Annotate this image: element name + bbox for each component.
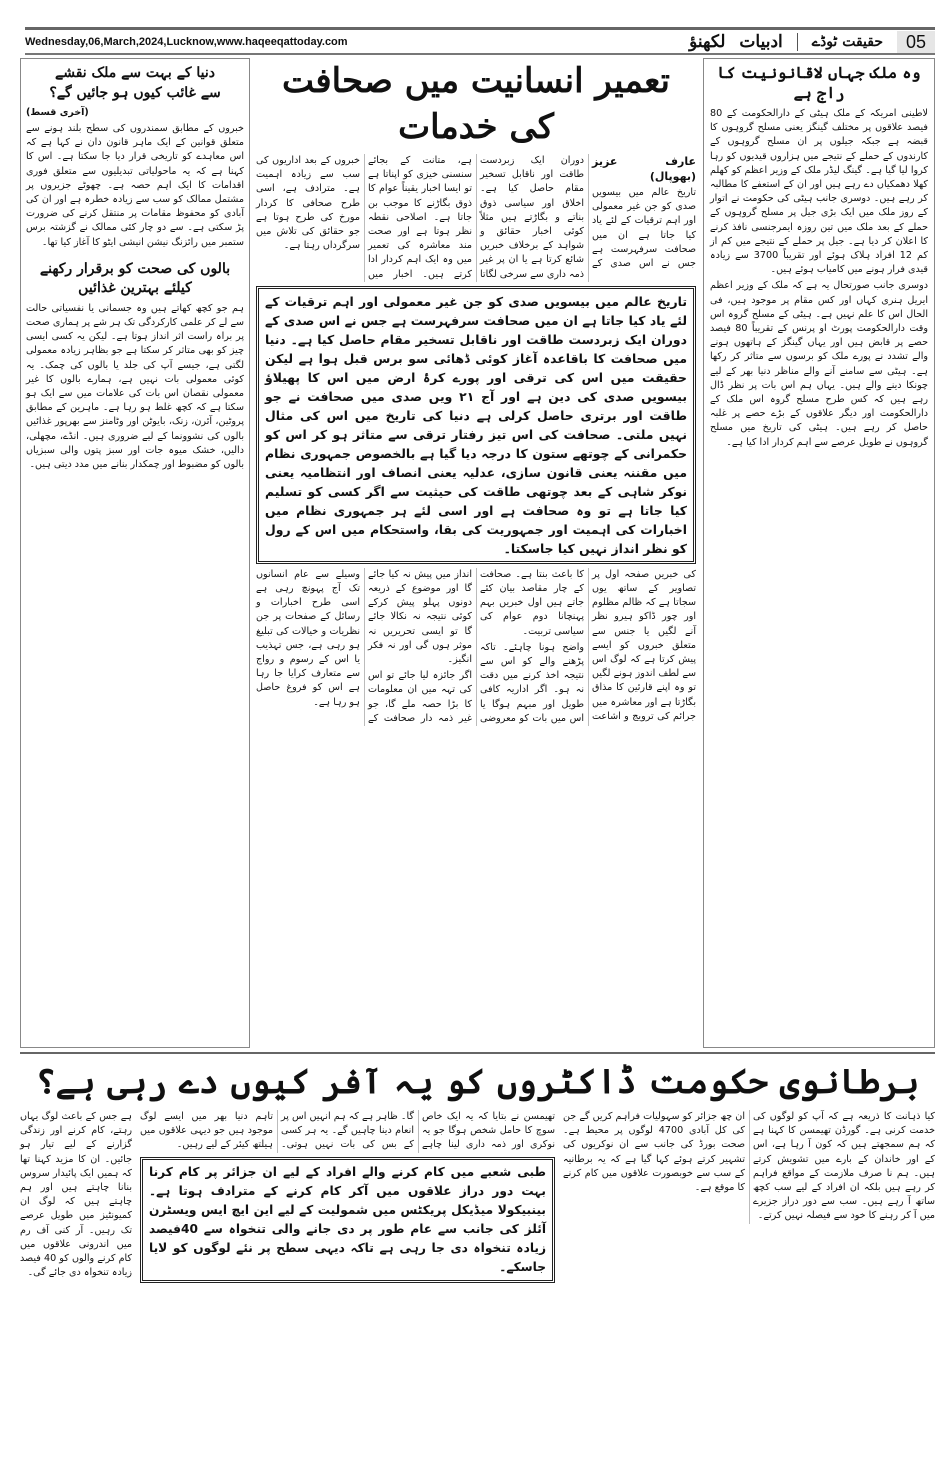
paragraph: کیا ذہانت کا ذریعہ ہے کہ آپ کو لوگوں کی خدمت کرنی ہے۔ گورڈن تھیمسن کا کہنا ہے کہ ہم سمجھتے ہیں کہ کون آ رہا ہے، اس کے اور خاندان کے بارے میں تشویش کرتے ہیں۔ ہم نا صرف ملازمت کے مواقع فراہم کر رہے ہیں بلکہ ان افراد کے لیے سب کچھ ساتھ آ رہے ہیں۔ سب سے دور دراز جزیرے میں آ کر رہنے کا خود سے فیصلہ نہیں کرتے۔ (753, 1111, 935, 1222)
hair-article-body: ہم جو کچھ کھاتے ہیں وہ جسمانی یا نفسیاتی حالت سے لے کر علمی کارکردگی تک ہر شے پر ہماری صحت پر براہ راست اثر انداز ہوتا ہے۔ لیکن یہ کسی ایسی چیز کو بھی متاثر کر سکتا ہے جو بظاہر زیادہ معمولی لگتی ہے، جیسے آپ کی جلد یا بالوں کی چمک۔ یہ کوئی معمولی بات نہیں ہے، ہمارے بالوں کا غیر معمولی نقصان اس بات کی علامات میں سے ایک ہو سکتا ہے کہ کچھ غلط ہو رہا ہے۔ ماہرین کے مطابق پروٹین، آئرن، زنک، بایوٹن اور وٹامنز سے بھرپور غذائیں بالوں کی نشوونما کے لیے ضروری ہیں۔ انڈے، مچھلی، دالیں، خشک میوہ جات اور سبز پتوں والی سبزیاں بالوں کو مضبوط اور چمکدار بنانے میں مدد دیتی ہیں۔ (26, 302, 244, 471)
bottom-article (20, 1052, 935, 1283)
paragraph: واضح ہونا چاہئے۔ تاکہ پڑھنے والے کو اس سے نتیجہ اخذ کرنے میں دقت نہ ہو۔ اگر اداریہ کافی طویل اور مبہم ہوگا یا اس میں بات کو معروضی انداز میں پیش نہ کیا جائے گا اور موضوع کے ذریعہ دونوں پہلو پیش کرکے کوئی نتیجہ نہ نکالا جائے گا تو ایسی تحریریں نہ موثر ہوں گی اور نہ فکر انگیز۔ (368, 568, 584, 724)
headline-line: دنیا کے بہت سے ملک نقشے (55, 65, 215, 81)
paragraph: تھیمسن نے بتایا کہ یہ ایک خاص سوچ کا حامل شخص ہوگا جو یہ نوکری اور ذمہ داری لینا چاہے گا۔ ظاہر ہے کہ ہم انہیں اس پر انعام دینا چاہیں گے۔ یہ ہر کسی کے بس کی بات نہیں ہوتی۔ تاہم دنیا بھر میں ایسے لوگ موجود ہیں جو دیہی علاقوں میں ہیلتھ کیئر کے لیے رہیں۔ (140, 1111, 555, 1151)
installment-label: (آخری قسط) (26, 107, 89, 118)
header-separator (797, 33, 798, 51)
paragraph: ان چھ جزائر کو سہولیات فراہم کریں گے جن کی کل آبادی 4700 لوگوں پر محیط ہے۔ صحت بورڈ کی جانب سے ان نوکریوں کی تشہیر کرتے ہوئے کہا گیا ہے کہ یہ برطانیہ کے سب سے خوبصورت علاقوں میں کام کرنے کا موقع ہے۔ (563, 1111, 745, 1194)
bottom-article-body-right (563, 1110, 935, 1224)
section-label: ادبیات (739, 31, 783, 52)
byline: عارف عزیز (بھوپال) (592, 155, 696, 183)
center-article (256, 58, 696, 1048)
bottom-article-headline: برطانوی حکومت ڈاکٹروں کو یہ آفر کیوں دے رہی ہے؟ (35, 1062, 920, 1102)
center-article-body-top (256, 154, 696, 282)
bottom-article-middle (140, 1110, 555, 1283)
paragraph: لاطینی امریکہ کے ملک ہیٹی کے دارالحکومت کے 80 فیصد علاقوں پر مختلف گینگز یعنی مسلح گروہوں کا قبضہ ہے جبکہ جیلوں پر ان مسلح گروہوں کے کارندوں کے حملے کے نتیجے میں ہزاروں قیدیوں کو رہا کروا لیا گیا ہے۔ گینگ لیڈر ملک کے وزیر اعظم کو کھلم کھلا دھمکیاں دے رہے ہیں اور ان کے استعفے کا مطالبہ کر رہے ہیں۔ دوسری جانب ہیٹی کی حکومت نے اتوار کے روز ملک میں ایک بڑی جیل پر مسلح گروہوں کے حملے کے بعد ملک میں تین روزہ ایمرجنسی نافذ کرنے کا اعلان کر دیا ہے۔ جیل پر حملے کے نتیجے میں کم از کم 12 افراد ہلاک ہوئے اور تقریباً 3700 سے زیادہ قیدی فرار ہونے میں کامیاب ہوئے ہیں۔ (710, 108, 928, 276)
city-label: لکھنؤ (689, 31, 726, 52)
headline-line: سے غائب کیوں ہو جائیں گے؟ (49, 85, 221, 101)
page-number: 05 (897, 31, 935, 53)
bottom-article-columns (20, 1110, 935, 1283)
paragraph: کی خبریں صفحہ اول پر تصاویر کے ساتھ یوں سجاتا ہے کہ ظالم مظلوم اور چور ڈاکو ہیرو نظر آنے لگیں یا جنس سے متعلق خبروں کو ایسے پیش کرتا ہے کہ لوگ اس سے لطف اندوز ہونے لگیں تو وہ اپنے قارئین کا مذاق بگاڑتا ہے اور معاشرہ میں جرائم کی ترویج و اشاعت کا باعث بنتا ہے۔ صحافت کے چار مقاصد بیان کئے جاتے ہیں اول خبریں بہم پہنچانا دوم عوام کی سیاسی تربیت۔ (480, 568, 696, 722)
left-article (20, 58, 250, 1048)
center-article-body-bottom (256, 568, 696, 726)
right-article (703, 58, 935, 1048)
center-highlight-box: تاریخ عالم میں بیسویں صدی کو جن غیر معمولی اور اہم ترقیات کے لئے یاد کیا جاتا ہے ان میں صحافت سرفہرست ہے جس نے اس صدی کے دوران ایک زبردست طاقت اور ناقابل تسخیر مقام حاصل کیا ہے۔ دنیا میں صحافت کا باقاعدہ آغاز کوئی ڈھائی سو برس قبل ہوا ہے لیکن حقیقت میں اس کی ترقی اور پورے کرۂ ارض میں اس کا پھیلاؤ بیسویں صدی کی دین ہے اور آج ۲۱ ویں صدی میں صحافت نے جو طاقت اور برتری حاصل کرلی ہے دنیا کی تاریخ میں اس کی مثال نہیں ملتی۔ صحافت کی اس تیز رفتار ترقی سے متاثر ہو کر اس کو حکمرانی کے چوتھے ستون کا درجہ دیا گیا ہے بالخصوص جمہوری نظام میں مقننہ یعنی قانون سازی، عدلیہ یعنی انصاف اور انتظامیہ یعنی نوکر شاہی کے بعد چوتھی طاقت کی حیثیت سے اگر کسی کو تسلیم کیا جاتا ہے تو وہ صحافت ہے اور اسی لئے ہر جمہوری نظام میں اخبارات کی اہمیت اور جمہوریت کی بقا، واستحکام میں اس کے رول کو نظر انداز نہیں کیا جاسکتا۔ (256, 286, 696, 564)
left-article-headline (26, 63, 244, 103)
right-article-body (710, 107, 928, 452)
paragraph: اگر جائزہ لیا جائے تو اس کی تہہ میں ان معلومات کا بڑا حصہ ملے گا، جو غیر ذمہ دار صحافت کے وسیلے سے عام انسانوں تک آج پہونچ رہی ہے اسی طرح اخبارات و رسائل کے صفحات پر جن نظریات و خیالات کی تبلیغ ہو رہی ہے، جس تہذیب یا اس کے رسوم و رواج سے متعارف کرایا جا رہا ہے اس کو فروغ حاصل ہو رہا ہے۔ (256, 568, 472, 724)
paragraph: تاریخ عالم میں بیسویں صدی کو جن غیر معمولی اور اہم ترقیات کے لئے یاد کیا جاتا ہے ان میں صحافت سرفہرست ہے جس نے اس صدی کے دوران ایک زبردست طاقت اور ناقابل تسخیر مقام حاصل کیا ہے۔ اخلاق اور سیاسی ذوق بناتے و بگاڑتے ہیں مثلاً کوئی اخبار حقائق و شواہد کے برخلاف خبریں شائع کرتا ہے یا ان پر غیر ذمہ داری سے سرخی لگاتا ہے، متانت کے بجائے سنسنی خیزی کو اپناتا ہے تو ایسا اخبار یقیناً عوام کا ذوق بگاڑنے کا موجب بن جاتا ہے۔ اصلاحی نقطہ نظر ہوتا ہے اور صحت مند معاشرہ کی تعمیر میں وہ ایک اہم کردار ادا کرتے ہیں۔ اخبار میں خبروں کے بعد اداریوں کی سب سے زیادہ اہمیت ہے۔ مترادف ہے، اسی طرح صحافی کا کردار مورخ کی طرح ہوتا ہے جو حقائق کی تلاش میں سرگرداں رہتا ہے۔ (256, 155, 696, 280)
paragraph: ہے جس کے باعث لوگ یہاں رہتے، کام کرنے اور زندگی گزارنے کے لیے تیار ہو جائیں۔ ان کا مزید کہنا تھا کہ ہمیں ایک پائیدار سروس بنانا چاہتے ہیں اور ہم چاہتے ہیں کہ لوگ ان کمیونٹیز میں طویل عرصے تک رہیں۔ آر کنی آف رم میں اندرونی علاقوں میں کام کرنے والوں کو 40 فیصد زیادہ تنخواہ دی جائے گی۔ (20, 1111, 133, 1279)
center-article-headline: تعمیر انسانیت میں صحافت کی خدمات (282, 61, 670, 147)
page-header (25, 27, 935, 55)
bottom-article-body-left (20, 1110, 132, 1282)
paragraph: دوسری جانب صورتحال یہ ہے کہ ملک کے وزیر اعظم ایریل ہنری کہاں اور کس مقام پر موجود ہیں، فی الحال اس کا علم نہیں ہے۔ ہیٹی کے مسلح گروہ اس وقت دارالحکومت پورٹ او پرنس کے تقریباً 80 فیصد حصے پر قابض ہیں اور یہاں گینگز کے ہاتھوں ہونے والے تشدد نے پورے ملک کو برسوں سے متاثر کر رکھا ہے۔ ہیٹی سے سامنے آنے والے مناظر دنیا بھر کے لیے چونکا دینے والے ہیں۔ یہاں ہم اس بات پر نظر ڈال رہے ہیں کہ کس طرح مسلح گروہ اس ملک کے دارالحکومت اور دیگر علاقوں کے بڑے حصے پر غلبہ حاصل کر رہے ہیں۔ ہیٹی کی تاریخ میں مسلح گروہوں نے طویل عرصے سے اہم کردار ادا کیا ہے۔ (710, 280, 928, 448)
right-article-headline: وہ ملک جہاں لاقانونیت کا راج ہے (717, 63, 921, 102)
bottom-highlight-box: طبی شعبے میں کام کرنے والے افراد کے لیے ان جزائر پر کام کرنا بہت دور دراز علاقوں میں آکر کام کرنے کے مترادف ہوتا ہے۔ بینبیکولا میڈیکل پریکٹس میں شمولیت کے لیے این ایچ ایس ویسٹرن آئلز کی جانب سے عام طور پر دی جانے والی تنخواہ سے 40فیصد زیادہ تنخواہ دی جا رہی ہے تاکہ دیہی سطح پر نئے لوگوں کو لایا جاسکے۔ (140, 1157, 555, 1283)
dateline: Wednesday,06,March,2024,Lucknow,www.haqeeqattoday.com (25, 35, 348, 48)
hair-article-subhead: بالوں کی صحت کو برقرار رکھنے کیلئے بہترین غذائیں (39, 260, 231, 296)
masthead-logo: حقیقت ٹوڈے (811, 33, 883, 50)
left-article-body: خبروں کے مطابق سمندروں کی سطح بلند ہونے سے متعلق قوانین کے ایک ماہر قانون دان نے کہا ہے کہ اس معاہدے کو تاریخی قرار دیا جا سکتا ہے۔ اس کا کہنا ہے کہ یہ ماحولیاتی تبدیلیوں سے متعلق فوری اقدامات کا ایک اہم حصہ ہے۔ چھوٹے جزیروں پر مشتمل ممالک کو سب سے زیادہ خطرہ ہے اور ان کی آبادی کو محفوظ مقامات پر منتقل کرنے کی ضرورت پڑ سکتی ہے۔ سے دو چار کئی ممالک نے گزشتہ برس ستمبر میں رائزنگ نیشن انیشی ایٹو کا آغاز کیا تھا۔ (26, 123, 244, 248)
bottom-article-body-middle (140, 1110, 555, 1153)
